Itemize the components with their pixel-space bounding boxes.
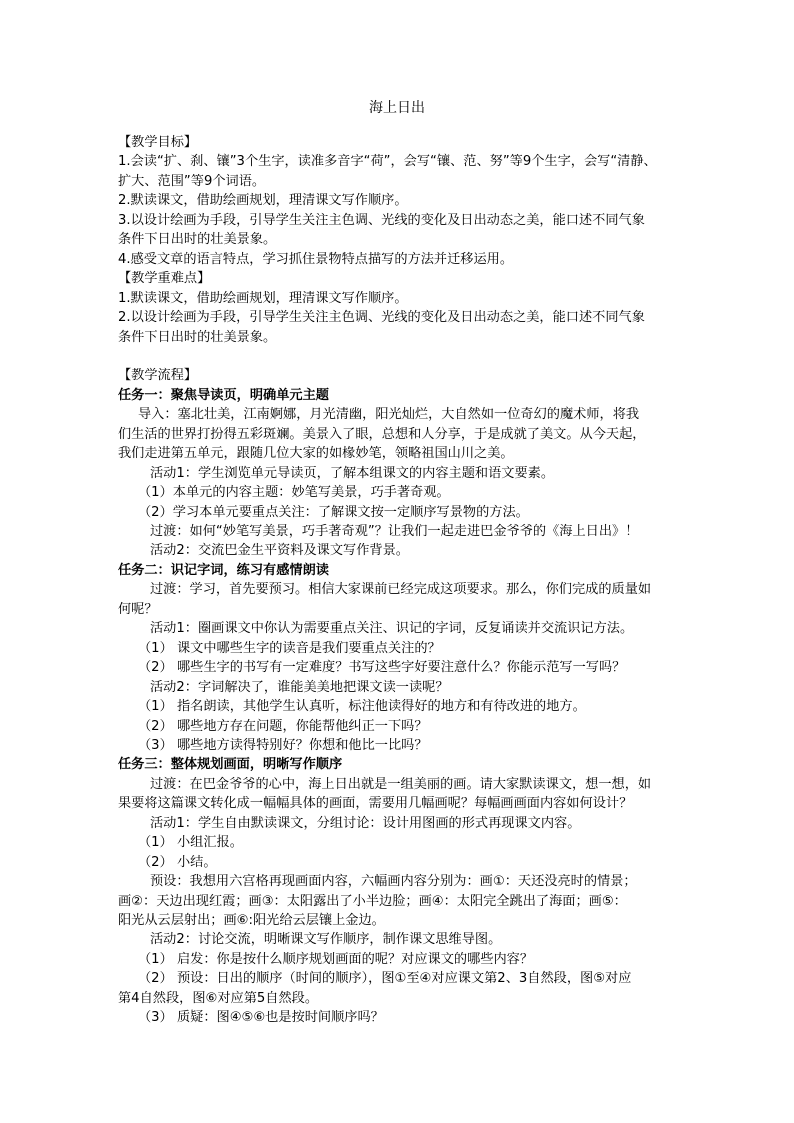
text-line: （3） 哪些地方读得特别好？你想和他比一比吗？ xyxy=(138,737,428,753)
text-line: 条件下日出时的壮美景象。 xyxy=(118,232,277,248)
text-line: （1）本单元的内容主题：妙笔写美景，巧手著奇观。 xyxy=(138,485,450,501)
text-line: 2.以设计绘画为手段，引导学生关注主色调、光线的变化及日出动态之美，能口述不同气象 xyxy=(118,310,645,326)
text-line: 画②：天边出现红霞；画③：太阳露出了小半边脸；画④：太阳完全跳出了海面；画⑤： xyxy=(118,893,627,909)
text-line: 活动2：字词解决了，谁能美美地把课文读一读呢？ xyxy=(150,679,449,695)
text-line: （3） 质疑：图④⑤⑥也是按时间顺序吗？ xyxy=(138,1010,384,1026)
text-line: 4.感受文章的语言特点，学习抓住景物特点描写的方法并迁移运用。 xyxy=(118,251,514,267)
text-line: 导入：塞北壮美，江南婀娜，月光清幽，阳光灿烂，大自然如一位奇幻的魔术师，将我 xyxy=(138,407,640,423)
text-line: 我们走进第五单元，跟随几位大家的如椽妙笔，领略祖国山川之美。 xyxy=(118,446,514,462)
text-line: 条件下日出时的壮美景象。 xyxy=(118,329,277,345)
text-line: （1） 启发：你是按什么顺序规划画面的呢？对应课文的哪些内容？ xyxy=(138,951,534,967)
text-line: （1） 课文中哪些生字的读音是我们要重点关注的？ xyxy=(138,640,441,656)
text-line: 预设：我想用六宫格再现画面内容，六幅画内容分别为：画①：天还没亮时的情景； xyxy=(150,874,637,890)
text-line: 们生活的世界打扮得五彩斑斓。美景入了眼，总想和人分享，于是成就了美文。从今天起， xyxy=(118,426,646,442)
text-line: 活动1：圈画课文中你认为需要重点关注、识记的字词，反复诵读并交流识记方法。 xyxy=(150,621,634,637)
text-line: 【教学重难点】 xyxy=(118,271,211,287)
text-line: （2） 小结。 xyxy=(138,854,217,870)
text-line: 1.会读“扩、刹、镶”3个生字，读准多音字“荷”，会写“镶、范、努”等9个生字，会写“清静、 xyxy=(118,154,657,170)
text-line: 【教学目标】 xyxy=(118,135,198,150)
text-line: 1.默读课文，借助绘画规划，理清课文写作顺序。 xyxy=(118,290,408,306)
text-line: 阳光从云层射出；画⑥:阳光给云层镶上金边。 xyxy=(118,913,385,928)
text-line: （2）学习本单元要重点关注：了解课文按一定顺序写景物的方法。 xyxy=(138,504,529,520)
text-line: 活动1：学生浏览单元导读页，了解本组课文的内容主题和语文要素。 xyxy=(150,465,555,481)
text-line: 活动2：讨论交流，明晰课文写作顺序，制作课文思维导图。 xyxy=(150,932,502,948)
text-line: 何呢？ xyxy=(118,601,158,617)
section-heading: 任务一：聚焦导读页，明确单元主题 xyxy=(118,387,329,403)
text-line: （1） 小组汇报。 xyxy=(138,835,243,851)
text-line: 活动1：学生自由默读课文，分组讨论：设计用图画的形式再现课文内容。 xyxy=(150,815,581,831)
text-line: 活动2：交流巴金生平资料及课文写作背景。 xyxy=(150,543,409,559)
text-line: 3.以设计绘画为手段，引导学生关注主色调、光线的变化及日出动态之美，能口述不同气象 xyxy=(118,212,645,228)
text-line: 扩大、范围”等9个词语。 xyxy=(118,173,266,189)
document-title: 海上日出 xyxy=(369,100,425,116)
text-line: 果要将这篇课文转化成一幅幅具体的画面，需要用几幅画呢？每幅画画面内容如何设计？ xyxy=(118,796,633,812)
text-line: 【教学流程】 xyxy=(118,368,198,384)
text-line: （1） 指名朗读，其他学生认真听，标注他读得好的地方和有待改进的地方。 xyxy=(138,699,586,715)
text-line: （2） 哪些生字的书写有一定难度？书写这些字好要注意什么？你能示范写一写吗？ xyxy=(138,660,626,676)
text-line: （2） 预设：日出的顺序（时间的顺序），图①至④对应课文第2、3自然段，图⑤对应 xyxy=(138,971,632,987)
text-line: 2.默读课文，借助绘画规划，理清课文写作顺序。 xyxy=(118,193,408,209)
text-line: 第4自然段，图⑥对应第5自然段。 xyxy=(118,990,319,1006)
section-heading: 任务三：整体规划画面，明晰写作顺序 xyxy=(118,757,343,773)
section-heading: 任务二：识记字词，练习有感情朗读 xyxy=(118,562,329,578)
text-line: 过渡：在巴金爷爷的心中，海上日出就是一组美丽的画。请大家默读课文，想一想，如 xyxy=(150,776,652,792)
text-line: （2） 哪些地方存在问题，你能帮他纠正一下吗？ xyxy=(138,718,428,734)
text-line: 过渡：学习，首先要预习。相信大家课前已经完成这项要求。那么，你们完成的质量如 xyxy=(150,582,652,598)
text-line: 过渡：如何“妙笔写美景，巧手著奇观”？让我们一起走进巴金爷爷的《海上日出》！ xyxy=(150,524,639,539)
